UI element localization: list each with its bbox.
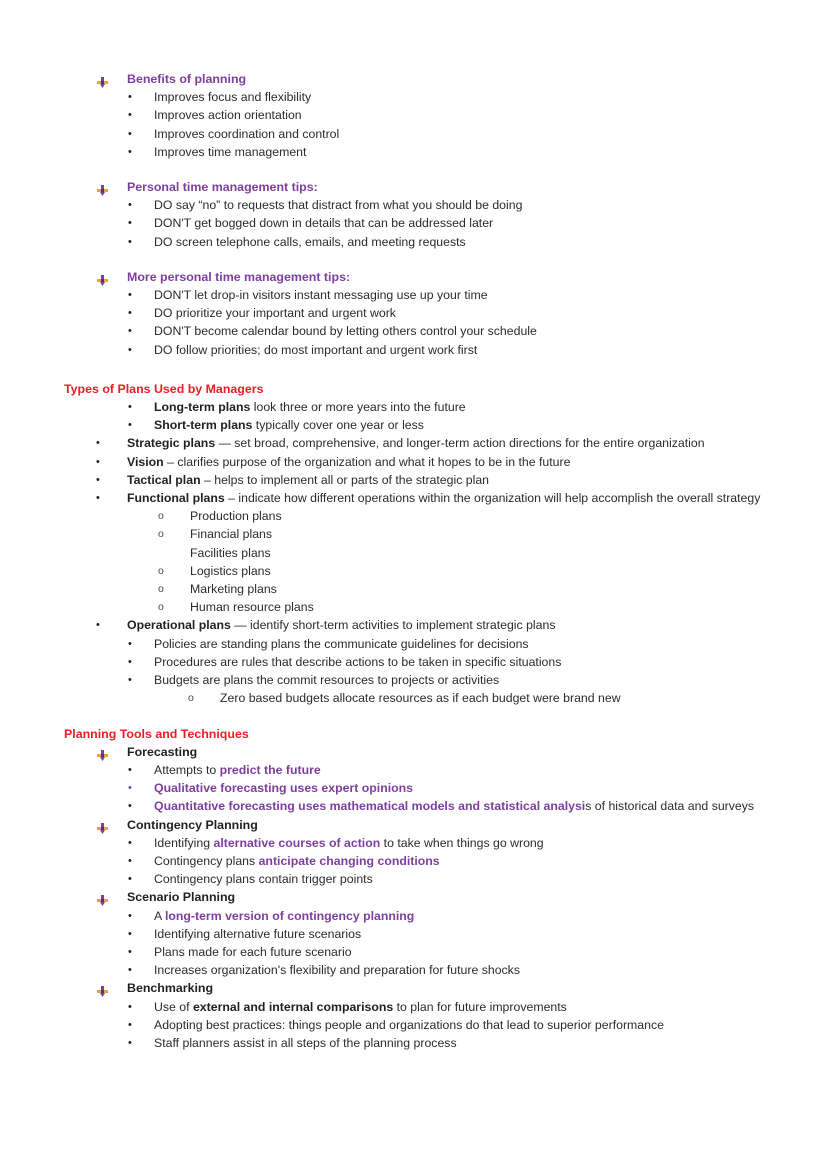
list-item [64, 453, 780, 471]
list-item-label: Budgets are plans the commit resources to projects or activities [154, 673, 500, 688]
heading-more-personal-time-management-tips [64, 268, 780, 286]
list-item [64, 689, 780, 707]
list-item [64, 106, 780, 124]
list-item-label: Policies are standing plans the communicate guidelines for decisions [154, 636, 529, 651]
list-item [64, 507, 780, 525]
list-item [64, 304, 780, 322]
list-item [64, 598, 780, 616]
types-of-plans-sub-bullets [64, 398, 780, 434]
heading-label: Benchmarking [127, 981, 214, 996]
bullet-marker: • [128, 873, 132, 886]
text-run: Qualitative forecasting uses expert opinions [154, 781, 413, 796]
list-item [64, 580, 780, 598]
list-item-label: DON'T become calendar bound by letting others control your schedule [154, 324, 537, 339]
list-item [64, 341, 780, 359]
list-item-label: Facilities plans [190, 545, 271, 560]
list-item [64, 870, 780, 888]
list-item [64, 852, 780, 870]
list-item-label: Zero based budgets allocate resources as if each budget were brand new [220, 691, 621, 706]
bullet-marker: • [128, 964, 132, 977]
list-item [64, 434, 780, 452]
list-item [64, 797, 780, 815]
text-run: s of historical data and surveys [585, 799, 755, 814]
list-item [64, 143, 780, 161]
list-item [64, 998, 780, 1016]
list-item [64, 286, 780, 304]
text-run: Identifying alternative future scenarios [154, 926, 362, 941]
term-bold: Short-term plans [154, 418, 253, 433]
list-item [64, 1016, 780, 1034]
bullet-marker: • [128, 109, 132, 122]
term-rest: — set broad, comprehensive, and longer-term action directions for the entire organization [215, 436, 705, 451]
list-item-label: Logistics plans [190, 563, 271, 578]
bullet-marker: • [128, 217, 132, 230]
text-run: predict the future [219, 762, 321, 777]
list-item [64, 322, 780, 340]
bullet-marker: • [128, 1036, 132, 1049]
text-run: to plan for future improvements [393, 999, 567, 1014]
list-item-label: DO follow priorities; do most important and urgent work first [154, 342, 478, 357]
text-run: Staff planners assist in all steps of the planning process [154, 1035, 457, 1050]
bullet-marker: • [128, 800, 132, 813]
bullet-marker: • [128, 945, 132, 958]
top-sections [64, 70, 780, 359]
term-rest: look three or more years into the future [250, 400, 466, 415]
text-run: Increases organization's flexibility and preparation for future shocks [154, 963, 520, 978]
text-run: long-term version of contingency planning [164, 908, 415, 923]
bullet-marker: • [128, 343, 132, 356]
arrow-dingbat-icon [97, 821, 108, 832]
bullet-marker: • [128, 325, 132, 338]
heading-benefits-of-planning [64, 70, 780, 88]
heading-label: Benefits of planning [127, 72, 247, 86]
list-item [64, 616, 780, 634]
bullet-marker: • [128, 782, 132, 795]
list-item [64, 1034, 780, 1052]
text-run: Adopting best practices: things people and organizations do that lead to superior performance [154, 1017, 664, 1032]
bullet-marker: o [158, 583, 164, 596]
heading-forecasting [64, 743, 780, 761]
list-item-label: Improves action orientation [154, 108, 302, 123]
bullet-marker: • [128, 836, 132, 849]
term-bold: Vision [127, 454, 164, 469]
list-item [64, 653, 780, 671]
list-item [64, 779, 780, 797]
arrow-dingbat-icon [97, 748, 108, 759]
bullet-marker: • [128, 763, 132, 776]
list-item-label: Financial plans [190, 527, 273, 542]
spacer [64, 161, 780, 178]
text-run: to take when things go wrong [380, 835, 544, 850]
list-item [64, 943, 780, 961]
bullet-marker: o [158, 564, 164, 577]
list-item [64, 88, 780, 106]
text-run: Attempts to [154, 762, 220, 777]
text-run: external and internal comparisons [192, 999, 394, 1014]
bullet-marker: • [128, 91, 132, 104]
bullet-marker: • [128, 655, 132, 668]
bullet-marker: • [96, 473, 100, 486]
text-run: Contingency plans contain trigger points [154, 872, 373, 887]
list-item [64, 635, 780, 653]
section-heading-planning-tools: Planning Tools and Techniques [64, 726, 249, 741]
bullet-marker: • [128, 909, 132, 922]
list-item-label: DO screen telephone calls, emails, and meeting requests [154, 234, 466, 249]
heading-personal-time-management-tips [64, 178, 780, 196]
text-run: anticipate changing conditions [258, 853, 440, 868]
bullet-marker: • [128, 637, 132, 650]
arrow-dingbat-icon [97, 273, 108, 284]
heading-scenario-planning [64, 888, 780, 906]
section-heading-types-of-plans: Types of Plans Used by Managers [64, 381, 264, 396]
list-item-label: DON'T let drop-in visitors instant messaging use up your time [154, 288, 488, 303]
list-item [64, 489, 780, 507]
term-bold: Operational plans [127, 618, 231, 633]
list-item [64, 907, 780, 925]
spacer [64, 708, 780, 725]
term-bold: Tactical plan [127, 472, 201, 487]
text-run: Use of [154, 999, 193, 1014]
arrow-dingbat-icon [97, 183, 108, 194]
text-run: alternative courses of action [213, 835, 381, 850]
bullet-marker: • [96, 437, 100, 450]
text-run: Identifying [154, 835, 214, 850]
bullet-marker: o [158, 528, 164, 541]
list-item [64, 196, 780, 214]
bullet-marker: • [128, 419, 132, 432]
list-item [64, 525, 780, 543]
list-item [64, 834, 780, 852]
bullet-marker: o [158, 510, 164, 523]
list-item [64, 925, 780, 943]
heading-contingency-planning [64, 816, 780, 834]
spacer [64, 251, 780, 268]
list-item [64, 671, 780, 689]
term-bold: Functional plans [127, 491, 225, 506]
bullet-marker: • [128, 674, 132, 687]
bullet-marker: • [128, 854, 132, 867]
list-item [64, 125, 780, 143]
bullet-marker: • [128, 289, 132, 302]
heading-label: Scenario Planning [127, 890, 236, 905]
term-rest: typically cover one year or less [252, 418, 424, 433]
list-item [64, 562, 780, 580]
list-item-label: Production plans [190, 509, 282, 524]
bullet-marker: • [128, 401, 132, 414]
bullet-marker: • [96, 492, 100, 505]
list-item-label: DO say “no” to requests that distract from what you should be doing [154, 198, 523, 213]
list-item [64, 544, 780, 562]
text-run: Contingency plans [154, 853, 259, 868]
term-rest: – clarifies purpose of the organization and what it hopes to be in the future [163, 454, 571, 469]
term-rest: — identify short-term activities to implement strategic plans [230, 618, 556, 633]
bullet-marker: • [96, 455, 100, 468]
term-bold: Long-term plans [154, 400, 251, 415]
bullet-marker: • [128, 127, 132, 140]
arrow-dingbat-icon [97, 75, 108, 86]
heading-label: Forecasting [127, 744, 198, 759]
types-of-plans-main-bullets [64, 434, 780, 507]
list-item-label: Procedures are rules that describe actions to be taken in specific situations [154, 654, 562, 669]
text-run: Quantitative forecasting uses mathematical models and statistical analysi [154, 799, 586, 814]
list-item [64, 961, 780, 979]
bullet-marker: • [128, 235, 132, 248]
operational-plans-block [64, 616, 780, 707]
bullet-marker: o [158, 601, 164, 614]
bullet-marker: • [128, 927, 132, 940]
arrow-dingbat-icon [97, 893, 108, 904]
list-item-label: Improves focus and flexibility [154, 90, 312, 105]
list-item [64, 233, 780, 251]
bullet-marker: • [128, 199, 132, 212]
bullet-marker: • [96, 619, 100, 632]
bullet-marker: • [128, 307, 132, 320]
bullet-marker: • [128, 145, 132, 158]
bullet-marker: o [188, 692, 194, 705]
heading-label: More personal time management tips: [127, 269, 351, 284]
list-item [64, 416, 780, 434]
list-item-label: Human resource plans [190, 600, 314, 615]
bullet-marker: • [128, 1000, 132, 1013]
list-item-label: Improves coordination and control [154, 126, 340, 141]
list-item-label: DON'T get bogged down in details that can be addressed later [154, 216, 494, 231]
list-item-label: Marketing plans [190, 582, 277, 597]
planning-tools-groups [64, 743, 780, 1052]
text-run: Plans made for each future scenario [154, 944, 352, 959]
term-rest: – helps to implement all or parts of the strategic plan [200, 472, 490, 487]
heading-label: Contingency Planning [127, 817, 258, 832]
list-item [64, 398, 780, 416]
arrow-dingbat-icon [97, 984, 108, 995]
list-item-label: Improves time management [154, 144, 307, 159]
bullet-marker: • [128, 1018, 132, 1031]
heading-benchmarking [64, 979, 780, 997]
list-item [64, 214, 780, 232]
term-bold: Strategic plans [127, 436, 216, 451]
term-rest: – indicate how different operations within the organization will help accomplish the overall strategy [224, 491, 761, 506]
list-item-label: DO prioritize your important and urgent work [154, 306, 396, 321]
functional-plans-sublist [64, 507, 780, 616]
list-item [64, 761, 780, 779]
list-item [64, 471, 780, 489]
spacer [64, 359, 780, 380]
heading-label: Personal time management tips: [127, 180, 318, 195]
text-run: A [154, 908, 165, 923]
